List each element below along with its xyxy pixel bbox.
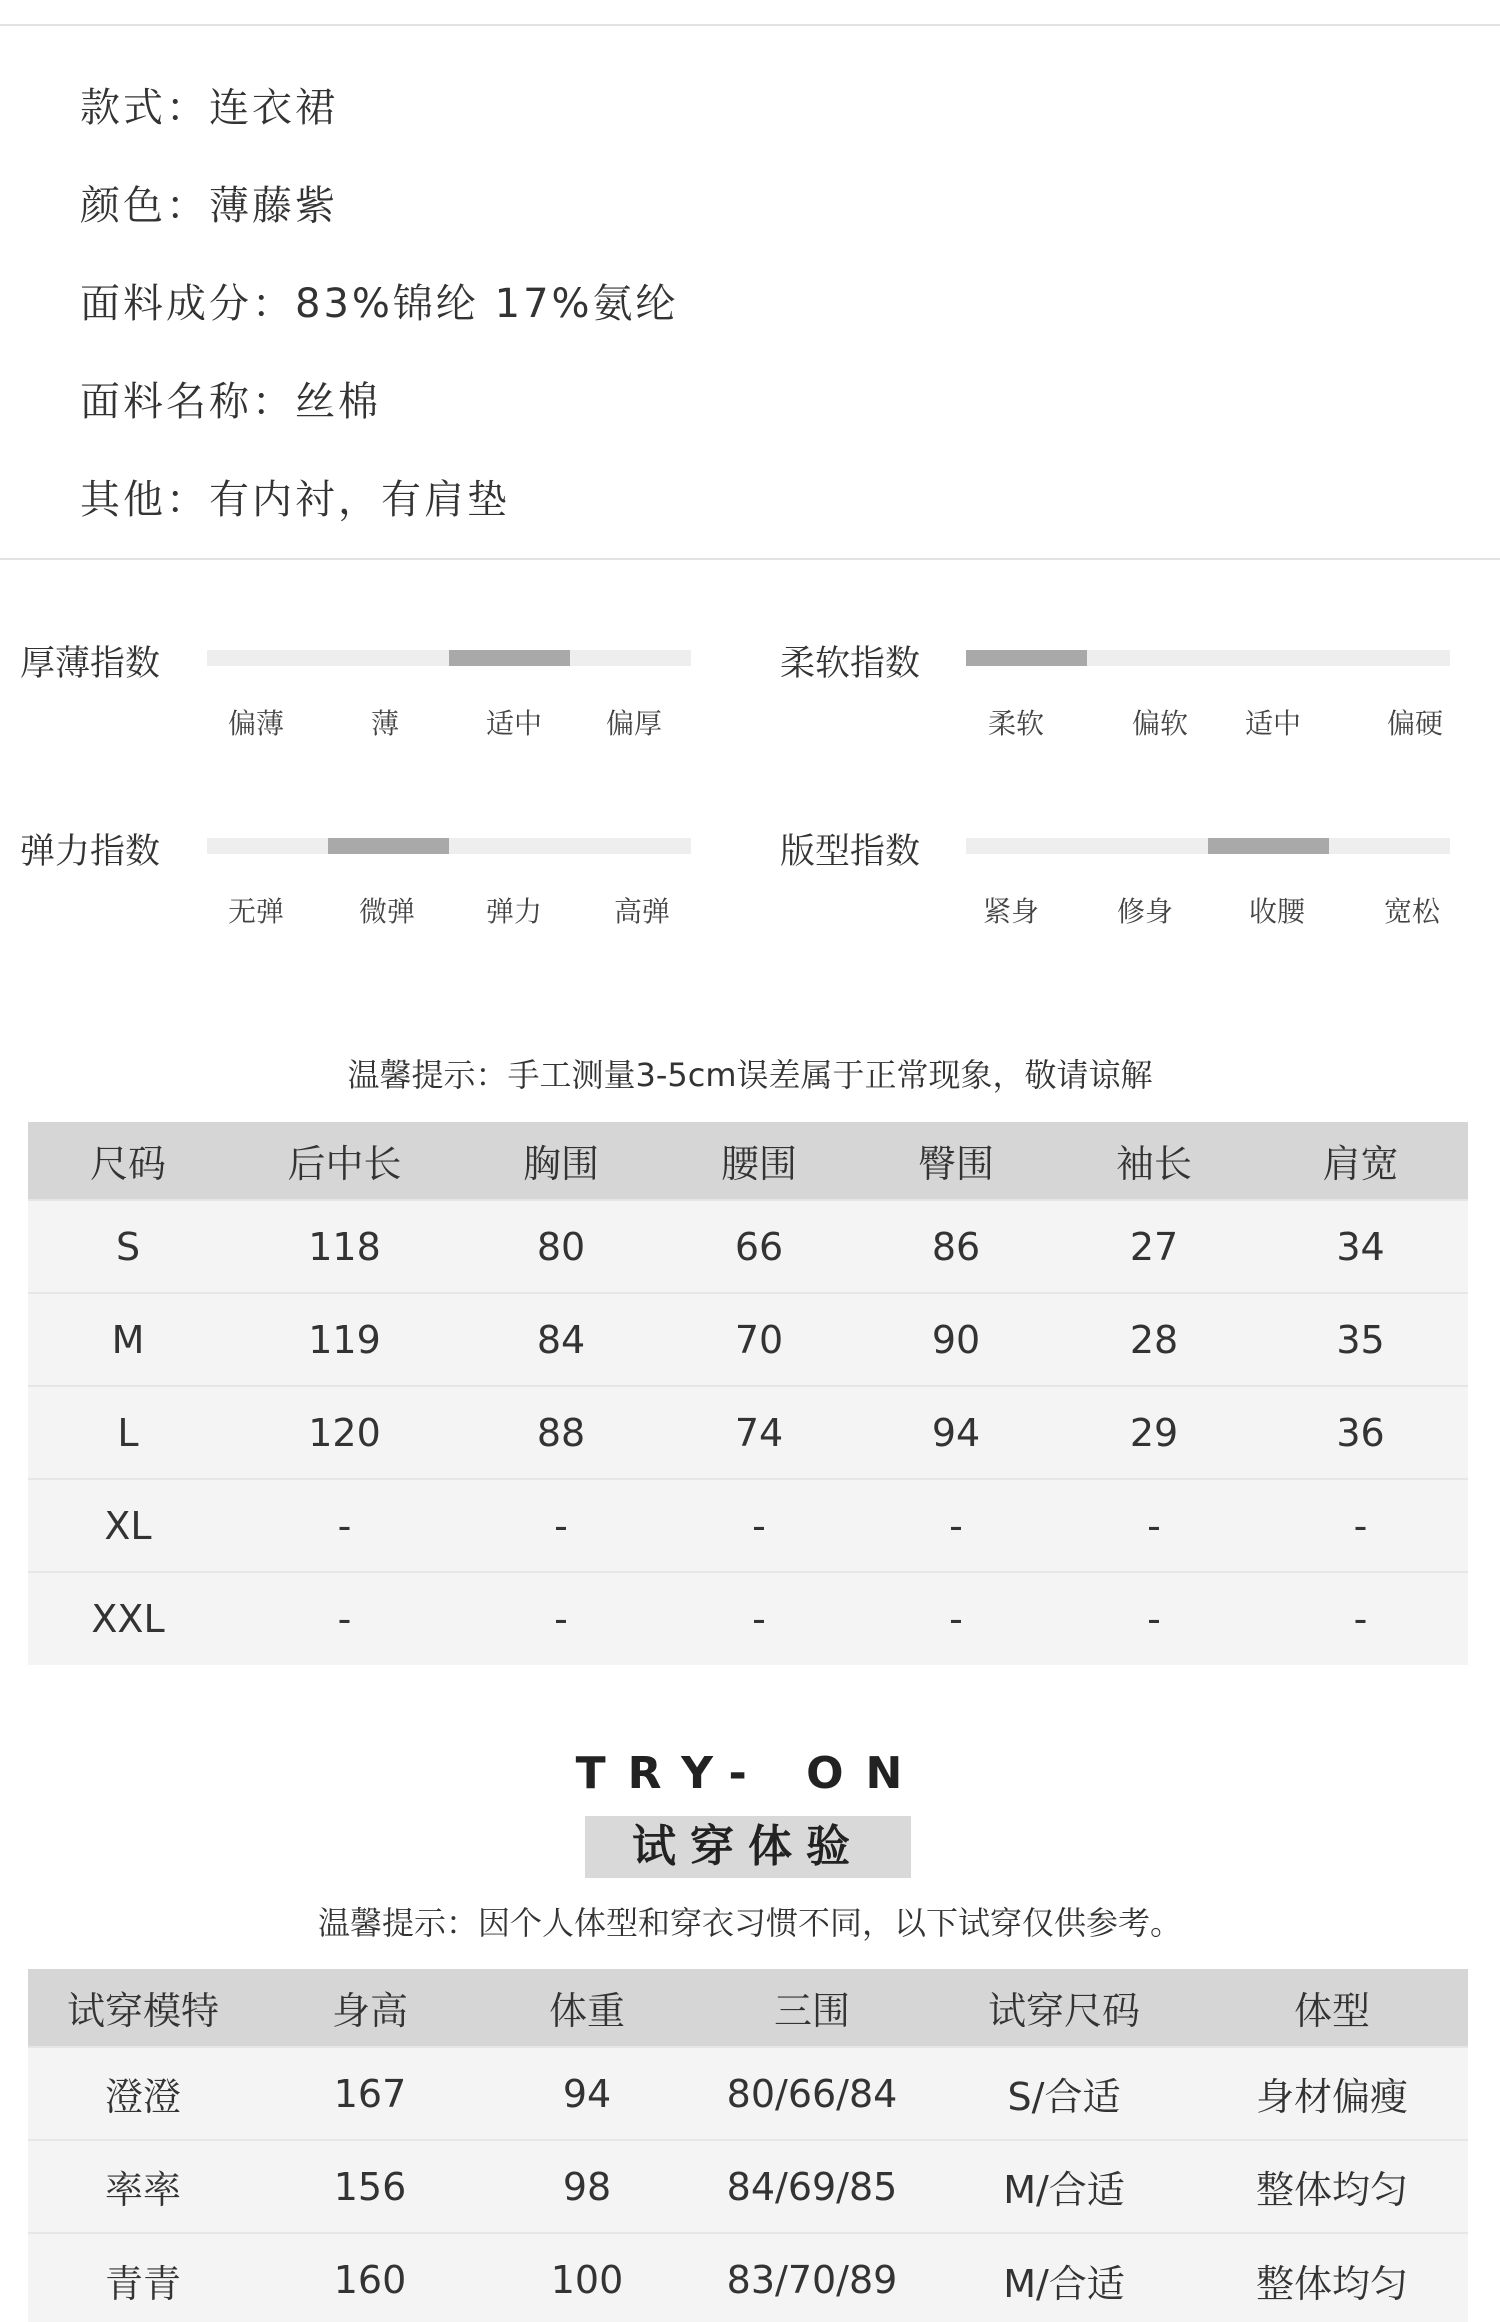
tryon-cell: M/合适 (1003, 2168, 1125, 2212)
size-header-cell: 胸围 (522, 1142, 599, 1186)
tryon-table (28, 1969, 1468, 2322)
tryon-title-cn: 试穿体验 (585, 1816, 911, 1878)
tryon-header-cell: 体重 (548, 1989, 625, 2033)
index-level: 薄 (370, 707, 400, 740)
size-measurement-note: 温馨提示：手工测量3-5cm误差属于正常现象，敬请谅解 (347, 1056, 1153, 1094)
size-cell: 34 (1336, 1224, 1385, 1269)
tryon-cell: M/合适 (1003, 2261, 1125, 2306)
size-cell: 66 (734, 1224, 784, 1269)
index-bar (966, 838, 1450, 854)
table-row (28, 2140, 1468, 2233)
size-cell: 120 (308, 1410, 381, 1455)
size-cell: - (949, 1597, 963, 1641)
tryon-cell: 80/66/84 (726, 2071, 898, 2116)
attr-color: 颜色：薄藤紫 (80, 183, 338, 229)
tryon-table-header (28, 1969, 1468, 2047)
size-cell: L (117, 1410, 139, 1455)
size-cell: 118 (308, 1224, 381, 1269)
size-cell: S (115, 1224, 141, 1269)
attr-other: 其他：有内衬，有肩垫 (80, 477, 510, 523)
size-cell: - (337, 1503, 352, 1548)
size-cell: XL (104, 1503, 152, 1548)
size-cell: 80 (536, 1224, 586, 1269)
index-level: 紧身 (982, 895, 1040, 928)
index-bar-fill (328, 838, 449, 854)
size-cell: - (752, 1503, 766, 1548)
index-level: 偏软 (1131, 707, 1189, 740)
tryon-cell: 整体均匀 (1255, 2168, 1408, 2212)
index-level: 适中 (485, 707, 543, 740)
index-bar (207, 838, 691, 854)
table-row (28, 1200, 1468, 1293)
size-header-cell: 袖长 (1115, 1142, 1192, 1186)
index-level: 偏硬 (1386, 707, 1444, 740)
size-header-cell: 臀围 (917, 1142, 994, 1186)
attr-fabric-composition: 面料成分：83%锦纶 17%氨纶 (80, 281, 679, 327)
tryon-cell: 身材偏瘦 (1255, 2075, 1408, 2119)
tryon-cell: S/合适 (1007, 2075, 1121, 2119)
index-title: 弹力指数 (20, 832, 161, 872)
size-cell: 27 (1129, 1224, 1179, 1269)
size-cell: M (111, 1317, 145, 1362)
size-cell: - (1353, 1503, 1368, 1548)
table-row (28, 1293, 1468, 1386)
index-title: 厚薄指数 (20, 644, 161, 684)
size-cell: 36 (1336, 1410, 1385, 1455)
index-level: 宽松 (1383, 895, 1441, 928)
tryon-cell: 167 (333, 2071, 407, 2116)
tryon-header-cell: 体型 (1293, 1989, 1370, 2033)
table-row (28, 1479, 1468, 1572)
tryon-cell: 整体均匀 (1255, 2261, 1408, 2306)
size-header-cell: 后中长 (287, 1142, 402, 1186)
table-row (28, 2047, 1468, 2140)
size-cell: - (337, 1597, 352, 1641)
table-row (28, 2233, 1468, 2322)
size-header-cell: 腰围 (720, 1142, 797, 1186)
tryon-cell: 率率 (104, 2168, 181, 2212)
size-cell: XXL (91, 1597, 165, 1641)
index-level: 收腰 (1248, 895, 1306, 928)
tryon-cell: 98 (562, 2164, 612, 2209)
index-title: 版型指数 (780, 832, 921, 872)
size-cell: 86 (931, 1224, 981, 1269)
size-header-cell: 肩宽 (1322, 1142, 1399, 1186)
table-row (28, 1386, 1468, 1479)
tryon-cell: 100 (550, 2258, 624, 2302)
tryon-header-cell: 三围 (773, 1989, 850, 2033)
size-cell: 29 (1129, 1410, 1179, 1455)
index-level: 弹力 (485, 895, 543, 928)
tryon-cell: 澄澄 (104, 2075, 181, 2119)
index-bar-fill (1208, 838, 1329, 854)
size-cell: 94 (931, 1410, 981, 1455)
size-header-cell: 尺码 (89, 1142, 166, 1186)
size-cell: 84 (536, 1317, 586, 1362)
size-cell: 28 (1129, 1317, 1179, 1362)
size-cell: - (554, 1503, 568, 1548)
index-level: 修身 (1116, 895, 1174, 928)
tryon-cell: 94 (562, 2071, 612, 2116)
size-cell: 88 (536, 1410, 586, 1455)
top-divider (0, 24, 1500, 26)
tryon-cell: 青青 (104, 2261, 181, 2306)
index-level: 高弹 (613, 895, 671, 928)
size-cell: 74 (734, 1410, 784, 1455)
tryon-header-cell: 身高 (331, 1989, 408, 2033)
index-bar (966, 650, 1450, 666)
size-cell: 70 (734, 1317, 784, 1362)
size-table (28, 1122, 1468, 1665)
size-cell: - (752, 1597, 766, 1641)
tryon-title-en: TRY- ON (575, 1748, 925, 1799)
tryon-cell: 160 (333, 2258, 407, 2302)
index-level: 适中 (1244, 707, 1302, 740)
tryon-header-cell: 试穿尺码 (987, 1989, 1140, 2033)
index-level: 柔软 (987, 707, 1045, 740)
size-cell: 119 (308, 1317, 381, 1362)
table-row (28, 1572, 1468, 1665)
size-table-header (28, 1122, 1468, 1200)
size-cell: - (1353, 1597, 1368, 1641)
index-level: 无弹 (227, 895, 285, 928)
index-bar (207, 650, 691, 666)
size-cell: - (1147, 1597, 1161, 1641)
size-cell: - (1147, 1503, 1161, 1548)
attr-style: 款式：连衣裙 (80, 85, 338, 131)
index-bar-fill (449, 650, 570, 666)
size-cell: - (949, 1503, 963, 1548)
index-bar-fill (966, 650, 1087, 666)
tryon-cell: 84/69/85 (726, 2164, 898, 2209)
size-cell: 35 (1336, 1317, 1385, 1362)
size-cell: 90 (931, 1317, 981, 1362)
tryon-cell: 156 (333, 2164, 407, 2209)
attributes-divider (0, 558, 1500, 560)
tryon-cell: 83/70/89 (726, 2258, 898, 2302)
index-level: 偏薄 (227, 707, 285, 740)
attr-fabric-name: 面料名称：丝棉 (80, 379, 381, 425)
index-level: 偏厚 (605, 707, 663, 740)
index-title: 柔软指数 (780, 644, 921, 684)
size-cell: - (554, 1597, 568, 1641)
tryon-header-cell: 试穿模特 (66, 1989, 219, 2033)
tryon-note: 温馨提示：因个人体型和穿衣习惯不同，以下试穿仅供参考。 (317, 1904, 1182, 1942)
index-level: 微弹 (358, 895, 416, 928)
